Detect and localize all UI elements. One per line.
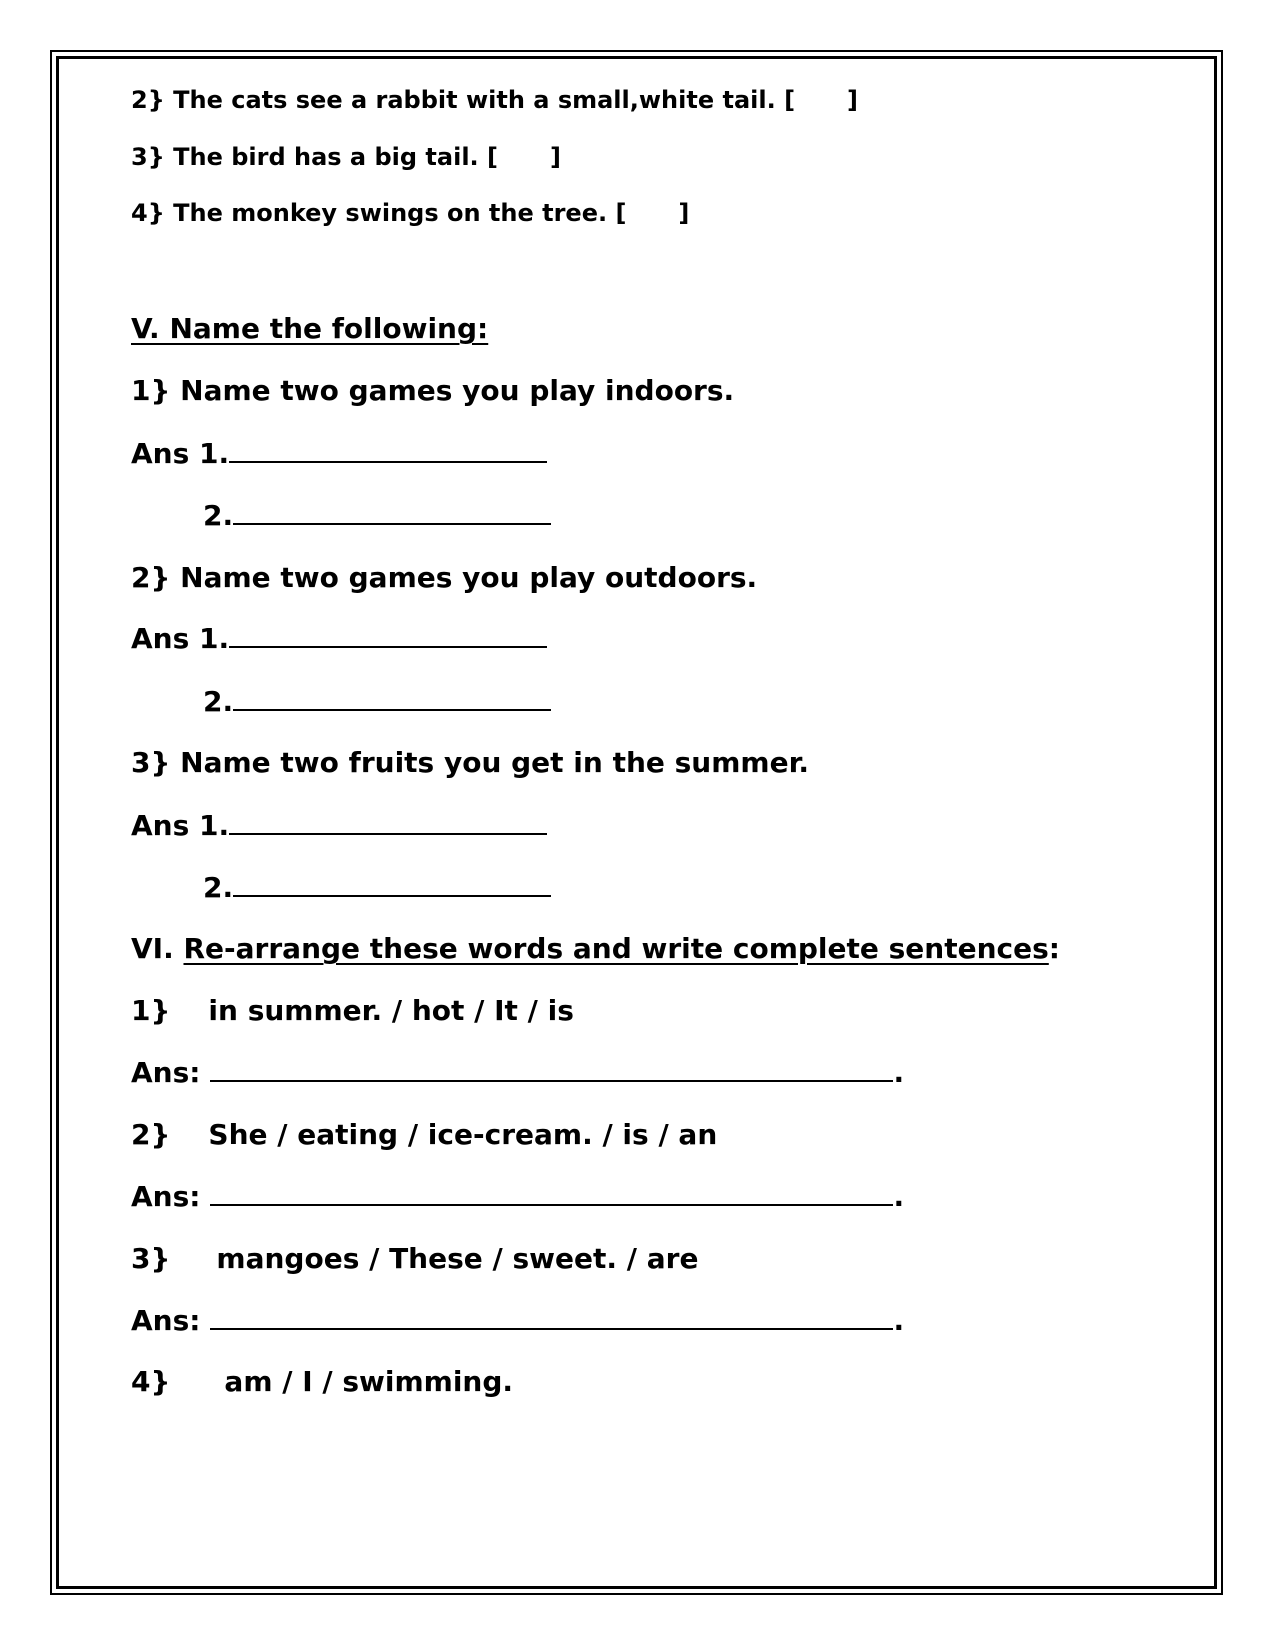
answer-blank[interactable] <box>233 499 551 525</box>
tf-item-text: 3} The bird has a big tail. [ <box>131 143 498 171</box>
answer-3-line-1[interactable] <box>131 809 547 842</box>
section-v-heading: V. Name the following: <box>131 312 489 345</box>
answer-2-line-1[interactable] <box>131 622 547 655</box>
answer-label: Ans 1. <box>131 809 230 842</box>
item-number: 4} <box>131 1365 171 1398</box>
rearrange-item-3 <box>131 1242 698 1275</box>
rearrange-answer-3[interactable] <box>131 1304 904 1337</box>
answer-1-line-2[interactable] <box>203 499 551 532</box>
tf-item-text: 2} The cats see a rabbit with a small,white tail. [ <box>131 86 796 114</box>
answer-label: Ans: <box>131 1180 201 1213</box>
item-words: in summer. / hot / It / is <box>208 994 574 1027</box>
item-number: 3} <box>131 1242 171 1275</box>
section-vi-heading <box>131 932 1060 965</box>
answer-label: 2. <box>203 871 234 904</box>
rearrange-answer-1[interactable] <box>131 1056 904 1089</box>
answer-label: 2. <box>203 499 234 532</box>
answer-blank[interactable] <box>210 1180 893 1206</box>
answer-blank[interactable] <box>229 622 547 648</box>
answer-2-line-2[interactable] <box>203 685 551 718</box>
tf-item-bracket: ] <box>678 199 690 227</box>
rearrange-item-4 <box>131 1365 513 1398</box>
tf-item-4 <box>131 199 689 227</box>
section-vi-title: Re-arrange these words and write complete sentences <box>183 932 1049 965</box>
tf-item-bracket: ] <box>847 86 858 114</box>
answer-period: . <box>893 1304 905 1337</box>
tf-item-3 <box>131 143 561 171</box>
tf-item-text: 4} The monkey swings on the tree. [ <box>131 199 627 227</box>
answer-blank[interactable] <box>210 1056 893 1082</box>
answer-blank[interactable] <box>210 1304 893 1330</box>
tf-item-bracket: ] <box>549 143 561 171</box>
answer-blank[interactable] <box>229 437 547 463</box>
question-3: 3} Name two fruits you get in the summer. <box>131 746 810 779</box>
rearrange-answer-2[interactable] <box>131 1180 904 1213</box>
answer-blank[interactable] <box>233 871 551 897</box>
answer-blank[interactable] <box>233 685 551 711</box>
item-words: She / eating / ice-cream. / is / an <box>208 1118 718 1151</box>
answer-label: 2. <box>203 685 234 718</box>
answer-blank[interactable] <box>229 809 547 835</box>
question-2: 2} Name two games you play outdoors. <box>131 561 758 594</box>
answer-period: . <box>893 1180 905 1213</box>
rearrange-item-2 <box>131 1118 717 1151</box>
answer-1-line-1[interactable] <box>131 437 547 470</box>
answer-label: Ans: <box>131 1056 201 1089</box>
item-number: 2} <box>131 1118 171 1151</box>
item-words: am / I / swimming. <box>224 1365 514 1398</box>
answer-label: Ans 1. <box>131 437 230 470</box>
rearrange-item-1 <box>131 994 574 1027</box>
section-vi-number: VI. <box>131 932 184 965</box>
question-1: 1} Name two games you play indoors. <box>131 374 735 407</box>
item-words: mangoes / These / sweet. / are <box>216 1242 699 1275</box>
answer-period: . <box>893 1056 905 1089</box>
section-vi-colon: : <box>1048 932 1060 965</box>
tf-item-2 <box>131 86 858 114</box>
item-number: 1} <box>131 994 171 1027</box>
answer-label: Ans 1. <box>131 622 230 655</box>
answer-label: Ans: <box>131 1304 201 1337</box>
answer-3-line-2[interactable] <box>203 871 551 904</box>
